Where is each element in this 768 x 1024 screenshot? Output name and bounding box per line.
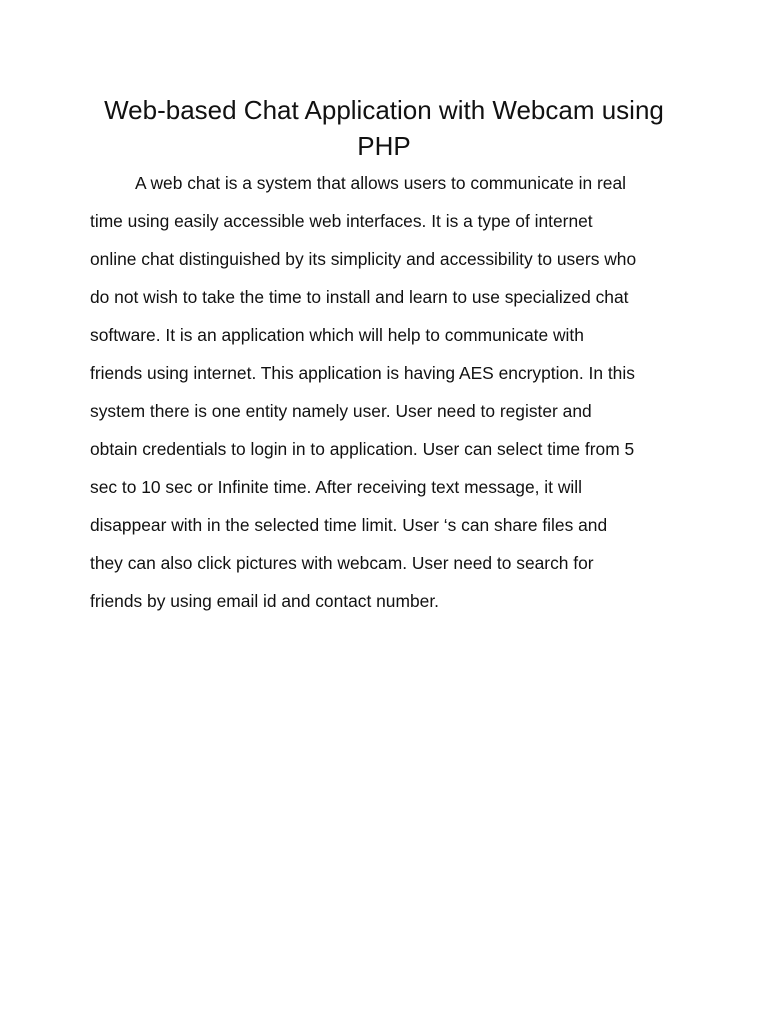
body-line-8: obtain credentials to login in to application. User can select time from 5 [90,439,635,459]
body-line-6: friends using internet. This application is having AES encryption. In this [90,363,635,383]
body-line-7: system there is one entity namely user. User need to register and [90,401,592,421]
body-line-9: sec to 10 sec or Infinite time. After receiving text message, it will [90,477,582,497]
body-line-3: online chat distinguished by its simplicity and accessibility to users who [90,249,637,269]
body-line-2: time using easily accessible web interfaces. It is a type of internet [90,211,593,231]
title-line-2: PHP [357,131,411,161]
body-line-10: disappear with in the selected time limit. User ‘s can share files and [90,515,608,535]
title-line-1: Web-based Chat Application with Webcam using [104,95,664,125]
document-title [90,92,678,164]
body-line-12: friends by using email id and contact number. [90,591,439,611]
body-line-4: do not wish to take the time to install and learn to use specialized chat [90,287,629,307]
body-line-1: A web chat is a system that allows users to communicate in real [135,173,627,193]
body-paragraph [90,170,680,626]
body-line-11: they can also click pictures with webcam. User need to search for [90,553,594,573]
body-line-5: software. It is an application which will help to communicate with [90,325,584,345]
